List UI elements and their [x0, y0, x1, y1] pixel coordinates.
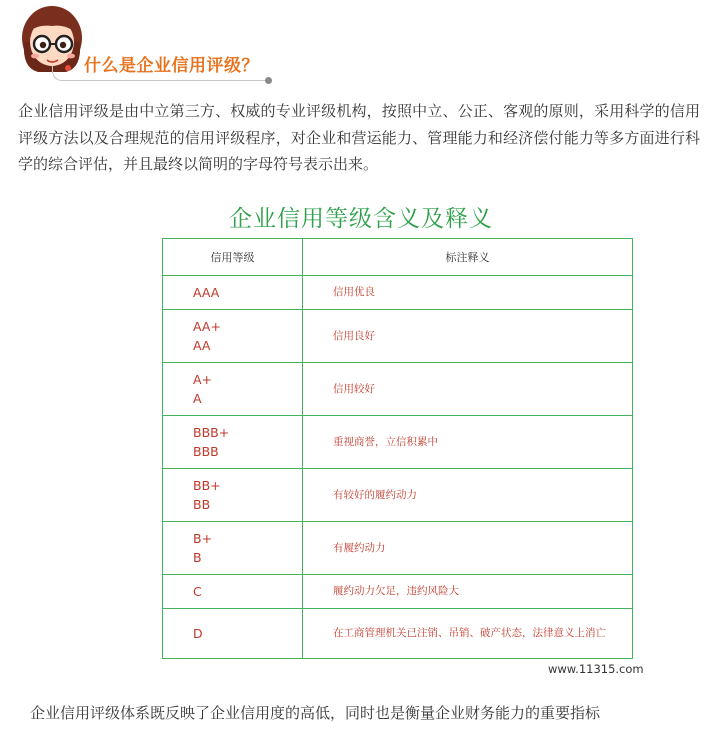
credit-description-cell: 履约动力欠足，违约风险大 [303, 575, 633, 609]
credit-level-cell: A+ A [163, 363, 303, 416]
credit-description-cell: 重视商誉，立信积累中 [303, 416, 633, 469]
section-title: 什么是企业信用评级？ [84, 56, 259, 76]
table-row [163, 469, 633, 522]
intro-paragraph: 企业信用评级是由中立第三方、权威的专业评级机构，按照中立、公正、客观的原则，采用科学的信用评级方法以及合理规范的信用评级程序，对企业和营运能力、管理能力和经济偿付能力等多方面进行科学的综合评估，并且最终以简明的字母符号表示出来。 [18, 102, 700, 173]
credit-rating-table [162, 238, 633, 659]
credit-description-cell: 有较好的履约动力 [303, 469, 633, 522]
credit-rating-figure [38, 188, 678, 684]
girl-avatar-icon [18, 2, 90, 74]
title-dot [265, 77, 272, 84]
section-header [0, 0, 716, 92]
watermark: www.11315.com [548, 662, 644, 676]
credit-description-cell: 在工商管理机关已注销、吊销、破产状态，法律意义上消亡 [303, 609, 633, 659]
credit-description-cell: 信用优良 [303, 276, 633, 310]
table-row [163, 416, 633, 469]
table-row [163, 363, 633, 416]
credit-level-cell: B+ B [163, 522, 303, 575]
table-row [163, 310, 633, 363]
table-row [163, 522, 633, 575]
title-underline [60, 80, 268, 81]
table-row [163, 575, 633, 609]
credit-level-cell: D [163, 609, 303, 659]
credit-level-cell: BBB+ BBB [163, 416, 303, 469]
column-header: 信用等级 [163, 239, 303, 276]
credit-level-cell: BB+ BB [163, 469, 303, 522]
figure-title: 企业信用等级含义及释义 [229, 206, 493, 232]
second-paragraph: 企业信用评级体系既反映了企业信用度的高低，同时也是衡量企业财务能力的重要指标 [30, 704, 601, 722]
table-row [163, 609, 633, 659]
credit-description-cell: 信用较好 [303, 363, 633, 416]
credit-description-cell: 有履约动力 [303, 522, 633, 575]
table-header-row [163, 239, 633, 276]
credit-description-cell: 信用良好 [303, 310, 633, 363]
column-header: 标注释义 [303, 239, 633, 276]
title-connector [52, 66, 67, 81]
table-row [163, 276, 633, 310]
credit-level-cell: AA+ AA [163, 310, 303, 363]
credit-level-cell: AAA [163, 276, 303, 310]
credit-level-cell: C [163, 575, 303, 609]
